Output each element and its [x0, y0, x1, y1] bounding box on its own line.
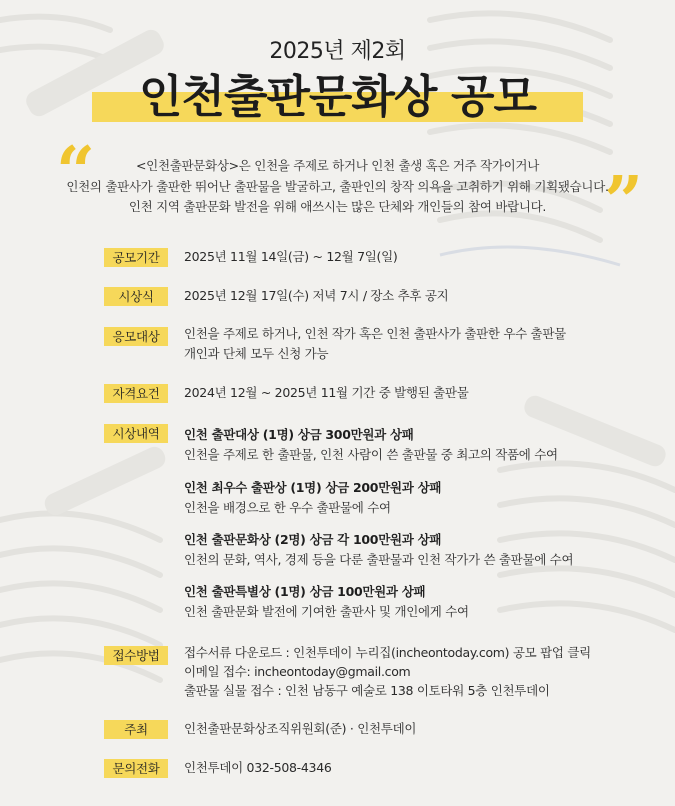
label-ceremony: 시상식 — [104, 287, 168, 306]
value-contact: 인천투데이 032-508-4346 — [184, 760, 332, 775]
label-requirements: 자격요건 — [104, 384, 168, 403]
open-quote-mark: “ — [56, 132, 96, 212]
value-host: 인천출판문화상조직위원회(준) · 인천투데이 — [184, 721, 417, 736]
award-item — [184, 425, 558, 465]
close-quote-mark: ” — [604, 162, 644, 242]
value-submission-download: 접수서류 다운로드 : 인천투데이 누리집(incheontoday.com) 공모 팝업 클릭 — [184, 645, 591, 660]
label-period: 공모기간 — [104, 248, 168, 267]
value-submission-email: 이메일 접수: incheontoday@gmail.com — [184, 664, 411, 679]
label-contact: 문의전화 — [104, 759, 168, 778]
award-description: 인천을 배경으로 한 우수 출판물에 수여 — [184, 500, 391, 515]
award-item — [184, 478, 441, 518]
title-block — [0, 66, 675, 128]
award-item — [184, 582, 469, 622]
page-title: 인천출판문화상 공모 — [139, 70, 536, 123]
value-target-line-1: 인천을 주제로 하거나, 인천 작가 혹은 인천 출판사가 출판한 우수 출판물 — [184, 326, 566, 341]
intro-line: <인천출판문화상>은 인천을 주제로 하거나 인천 출생 혹은 거주 작가이거나 — [136, 158, 539, 173]
value-ceremony: 2025년 12월 17일(수) 저녁 7시 / 장소 추후 공지 — [184, 288, 449, 303]
value-target-line-2: 개인과 단체 모두 신청 가능 — [184, 346, 329, 361]
value-submission-physical: 출판물 실물 접수 : 인천 남동구 예술로 138 이토타워 5층 인천투데이 — [184, 683, 550, 698]
intro-paragraph — [0, 156, 675, 218]
label-awards: 시상내역 — [104, 424, 168, 443]
award-description: 인천을 주제로 한 출판물, 인천 사람이 쓴 출판물 중 최고의 작품에 수여 — [184, 447, 558, 462]
intro-line: 인천의 출판사가 출판한 뛰어난 출판물을 발굴하고, 출판인의 창작 의욕을 고취하기 위해 기획됐습니다. — [66, 178, 609, 194]
award-description: 인천의 문화, 역사, 경제 등을 다룬 출판물과 인천 작가가 쓴 출판물에 수여 — [184, 552, 574, 567]
award-name: 인천 최우수 출판상 (1명) 상금 200만원과 상패 — [184, 480, 442, 495]
label-host: 주최 — [104, 720, 168, 739]
edition-subtitle: 2025년 제2회 — [269, 39, 406, 64]
award-name: 인천 출판대상 (1명) 상금 300만원과 상패 — [184, 427, 414, 442]
award-name: 인천 출판문화상 (2명) 상금 각 100만원과 상패 — [184, 532, 442, 547]
award-description: 인천 출판문화 발전에 기여한 출판사 및 개인에게 수여 — [184, 604, 469, 619]
value-requirements: 2024년 12월 ~ 2025년 11월 기간 중 발행된 출판물 — [184, 385, 469, 400]
award-name: 인천 출판특별상 (1명) 상금 100만원과 상패 — [184, 584, 426, 599]
label-target: 응모대상 — [104, 327, 168, 346]
intro-line: 인천 지역 출판문화 발전을 위해 애쓰시는 많은 단체와 개인들의 참여 바랍니다. — [128, 199, 547, 214]
value-period: 2025년 11월 14일(금) ~ 12월 7일(일) — [184, 249, 398, 264]
label-submission: 접수방법 — [104, 646, 168, 665]
award-item — [184, 530, 573, 570]
